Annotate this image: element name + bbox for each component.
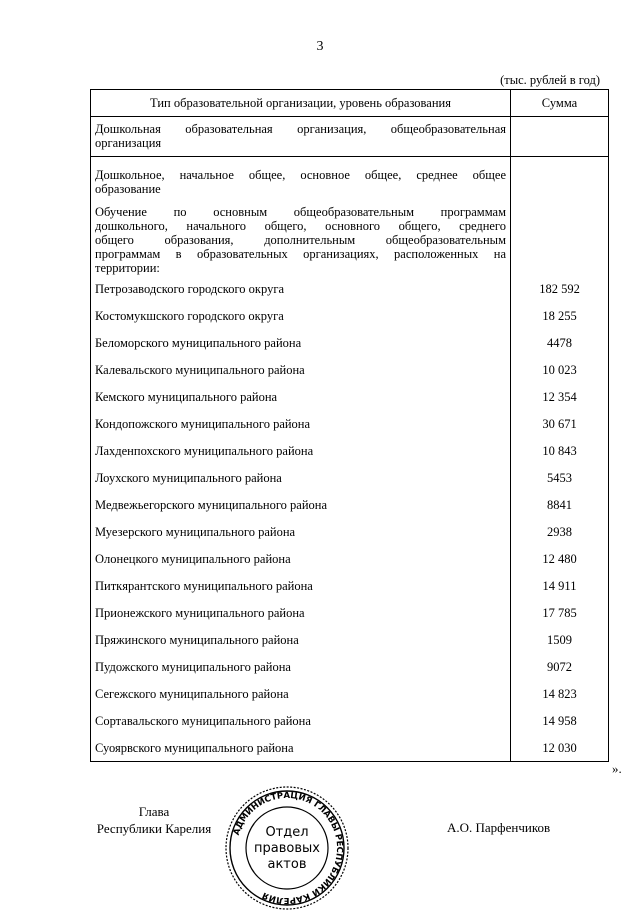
table-row [91,302,609,329]
municipality-amount: 9072 [511,653,609,680]
municipality-amount: 1509 [511,626,609,653]
municipality-amount: 12 354 [511,383,609,410]
municipality-name: Беломорского муниципального района [91,329,511,356]
training-line-1: Обучение по основным общеобразовательным программам [95,205,506,219]
municipality-amount: 14 823 [511,680,609,707]
municipality-amount: 5453 [511,464,609,491]
preschool-org-amount [511,117,609,157]
municipality-name: Лахденпохского муниципального района [91,437,511,464]
municipality-amount: 8841 [511,491,609,518]
funding-table [90,89,609,762]
table-row [91,491,609,518]
table-row [91,275,609,302]
municipality-name: Костомукшского городского округа [91,302,511,329]
municipality-name: Муезерского муниципального района [91,518,511,545]
municipality-amount: 30 671 [511,410,609,437]
municipality-name: Медвежьегорского муниципального района [91,491,511,518]
stamp-line-3: актов [267,857,307,872]
header-type-cell: Тип образовательной организации, уровень образования [91,90,511,117]
funding-table-body [91,90,609,762]
table-row [91,680,609,707]
training-line-2: дошкольного, начального общего, основного общего, среднего [95,219,506,233]
signature-title [90,803,218,837]
units-note: (тыс. рублей в год) [500,73,600,87]
general-edu-line-1: Дошкольное, начальное общее, основное общее, среднее общее [95,168,506,182]
table-row [91,437,609,464]
training-row [91,196,609,275]
table-row [91,410,609,437]
table-row [91,572,609,599]
municipality-name: Прионежского муниципального района [91,599,511,626]
table-row [91,626,609,653]
signature-title-line-1: Глава [138,804,170,819]
training-line-5: территории: [95,261,160,275]
municipality-name: Пряжинского муниципального района [91,626,511,653]
preschool-org-line-2: организация [95,136,162,150]
header-amount-cell: Сумма [511,90,609,117]
municipality-amount: 14 958 [511,707,609,734]
table-row [91,356,609,383]
municipality-amount: 12 480 [511,545,609,572]
municipality-amount: 2938 [511,518,609,545]
stamp-ring-text: АДМИНИСТРАЦИЯ ГЛАВЫ РЕСПУБЛИКИ КАРЕЛИЯ [231,790,345,906]
table-row [91,464,609,491]
municipality-amount: 14 911 [511,572,609,599]
legal-department-stamp [223,784,351,912]
table-row [91,734,609,762]
table-row [91,545,609,572]
municipality-name: Питкярантского муниципального района [91,572,511,599]
preschool-org-cell [91,117,511,157]
general-edu-row [91,157,609,197]
stamp-line-2: правовых [254,841,320,856]
municipality-amount: 12 030 [511,734,609,762]
municipality-name: Олонецкого муниципального района [91,545,511,572]
closing-quote: ». [612,761,622,776]
municipality-name: Лоухского муниципального района [91,464,511,491]
municipality-name: Петрозаводского городского округа [91,275,511,302]
municipality-name: Калевальского муниципального района [91,356,511,383]
stamp-line-1: Отдел [265,825,309,840]
table-row [91,653,609,680]
signature-title-line-2: Республики Карелия [96,821,212,836]
general-edu-amount [511,157,609,197]
table-row [91,329,609,356]
training-amount [511,196,609,275]
municipality-amount: 4478 [511,329,609,356]
municipality-name: Кемского муниципального района [91,383,511,410]
preschool-org-row [91,117,609,157]
municipality-amount: 10 843 [511,437,609,464]
municipality-name: Кондопожского муниципального района [91,410,511,437]
training-cell [91,196,511,275]
municipality-amount: 10 023 [511,356,609,383]
municipality-amount: 182 592 [511,275,609,302]
municipality-amount: 17 785 [511,599,609,626]
table-header-row [91,90,609,117]
table-row [91,518,609,545]
table-row [91,707,609,734]
municipality-name: Пудожского муниципального района [91,653,511,680]
general-edu-cell [91,157,511,197]
municipality-name: Сегежского муниципального района [91,680,511,707]
training-line-4: программам в образовательных организациях, расположенных на [95,247,506,261]
municipality-name: Суоярвского муниципального района [91,734,511,762]
general-edu-line-2: образование [95,182,161,196]
table-row [91,383,609,410]
signer-name: А.О. Парфенчиков [447,820,551,835]
preschool-org-line-1: Дошкольная образовательная организация, общеобразовательная [95,122,506,136]
municipality-name: Сортавальского муниципального района [91,707,511,734]
training-line-3: общего образования, дополнительным общеобразовательным [95,233,506,247]
municipality-amount: 18 255 [511,302,609,329]
table-row [91,599,609,626]
page-number: 3 [316,39,324,54]
